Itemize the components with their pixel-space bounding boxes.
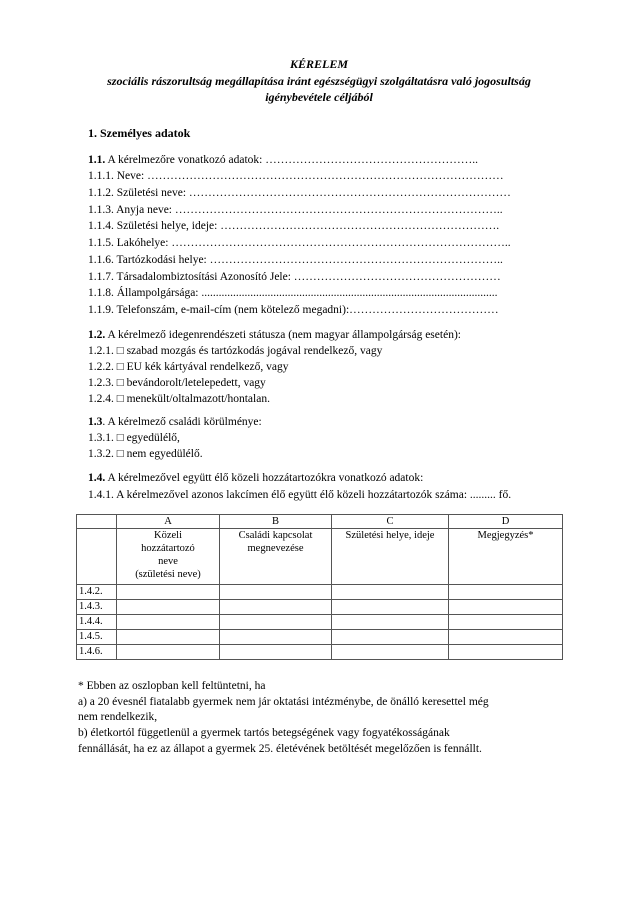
table-letter-row xyxy=(77,515,563,529)
section-1-3-heading xyxy=(88,415,262,429)
section-1-3-number: 1.3 xyxy=(88,416,103,428)
table-cell[interactable] xyxy=(332,615,449,630)
checkbox-option-not-single: 1.3.2. □ nem egyedülélő. xyxy=(88,448,203,460)
table-cell[interactable] xyxy=(332,630,449,645)
table-cell[interactable] xyxy=(220,630,332,645)
section-1-2-text: A kérelmező idegenrendészeti státusza (nem magyar állampolgárság esetén): xyxy=(105,329,461,341)
table-header-row xyxy=(77,529,563,585)
section-1-1-number: 1.1. xyxy=(88,154,106,166)
field-line-contact: 1.1.9. Telefonszám, e-mail-cím (nem kötelező megadni):………………………………… xyxy=(88,304,499,316)
table-letter-cell: A xyxy=(117,515,220,529)
table-cell[interactable] xyxy=(220,615,332,630)
field-line-residence: 1.1.5. Lakóhelye: …………………………………………………………………………….. xyxy=(88,237,511,249)
footnote-a-line1: a) a 20 évesnél fiatalabb gyermek nem jár oktatási intézménybe, de önálló keresettel még xyxy=(78,696,489,708)
field-line-citizenship: 1.1.8. Állampolgársága: ....................................................................................................... xyxy=(88,287,498,299)
field-line-household-count: 1.4.1. A kérelmezővel azonos lakcímen élő együtt élő közeli hozzátartozók száma: ......... fő. xyxy=(88,489,512,501)
table-row-label: 1.4.6. xyxy=(77,645,117,660)
table-cell[interactable] xyxy=(117,630,220,645)
table-row-label: 1.4.3. xyxy=(77,600,117,615)
table-row-label: 1.4.2. xyxy=(77,585,117,600)
field-line-birth-name: 1.1.2. Születési neve: ………………………………………………………………………… xyxy=(88,187,511,199)
footnote-intro: * Ebben az oszlopban kell feltüntetni, ha xyxy=(78,680,266,692)
section-1-3-text: . A kérelmező családi körülménye: xyxy=(102,416,262,428)
relatives-table xyxy=(76,514,563,660)
table-cell[interactable] xyxy=(220,585,332,600)
document-subtitle-line2: igénybevétele céljából xyxy=(265,90,373,104)
checkbox-option-refugee: 1.2.4. □ menekült/oltalmazott/hontalan. xyxy=(88,393,270,405)
table-cell[interactable] xyxy=(117,585,220,600)
section-1-2-heading xyxy=(88,328,461,342)
footnote-b-line1: b) életkortól függetlenül a gyermek tartós betegségének vagy fogyatékosságának xyxy=(78,727,450,739)
table-row-label: 1.4.5. xyxy=(77,630,117,645)
checkbox-option-single: 1.3.1. □ egyedülélő, xyxy=(88,432,180,444)
table-header-cell-relative-name: Közeli hozzátartozó neve (születési neve) xyxy=(117,529,220,585)
document-title: KÉRELEM xyxy=(289,57,349,71)
table-cell[interactable] xyxy=(117,645,220,660)
section-heading-personal-data: 1. Személyes adatok xyxy=(88,126,191,140)
table-row xyxy=(77,585,563,600)
table-cell[interactable] xyxy=(449,585,563,600)
table-cell[interactable] xyxy=(332,645,449,660)
checkbox-option-settled: 1.2.3. □ bevándorolt/letelepedett, vagy xyxy=(88,377,266,389)
table-cell[interactable] xyxy=(117,615,220,630)
table-row xyxy=(77,630,563,645)
document-subtitle-line1: szociális rászorultság megállapítása iránt egészségügyi szolgáltatásra való jogosultság xyxy=(107,74,531,88)
footnote-a-line2: nem rendelkezik, xyxy=(78,711,158,723)
table-header-cell-birth-place-date: Születési helye, ideje xyxy=(332,529,449,585)
table-row xyxy=(77,600,563,615)
field-line-taj: 1.1.7. Társadalombiztosítási Azonosító Jele: ……………………………………………… xyxy=(88,271,501,283)
field-line-name: 1.1.1. Neve: ………………………………………………………………………………… xyxy=(88,170,504,182)
section-1-2-number: 1.2. xyxy=(88,329,106,341)
table-letter-cell: D xyxy=(449,515,563,529)
field-line-birth-place-date: 1.1.4. Születési helye, ideje: ………………………………………………………………. xyxy=(88,220,500,232)
table-cell[interactable] xyxy=(332,585,449,600)
table-cell[interactable] xyxy=(449,615,563,630)
field-line-mother-name: 1.1.3. Anyja neve: ………………………………………………………………………….. xyxy=(88,204,503,216)
section-1-4-text: A kérelmezővel együtt élő közeli hozzátartozókra vonatkozó adatok: xyxy=(105,472,424,484)
checkbox-option-eu-blue-card: 1.2.2. □ EU kék kártyával rendelkező, vagy xyxy=(88,361,289,373)
table-letter-cell xyxy=(77,515,117,529)
table-letter-cell: B xyxy=(220,515,332,529)
table-row-label: 1.4.4. xyxy=(77,615,117,630)
table-cell[interactable] xyxy=(449,600,563,615)
table-header-cell-remark: Megjegyzés* xyxy=(449,529,563,585)
table-cell[interactable] xyxy=(332,600,449,615)
section-1-1-heading xyxy=(88,153,478,167)
table-cell[interactable] xyxy=(117,600,220,615)
table-header-cell-relationship: Családi kapcsolat megnevezése xyxy=(220,529,332,585)
table-letter-cell: C xyxy=(332,515,449,529)
footnote-b-line2: fennállását, ha ez az állapot a gyermek 25. életévének betöltését megelőzően is fennállt. xyxy=(78,743,482,755)
checkbox-option-free-movement: 1.2.1. □ szabad mozgás és tartózkodás jogával rendelkező, vagy xyxy=(88,345,383,357)
table-cell[interactable] xyxy=(220,645,332,660)
section-1-1-text: A kérelmezőre vonatkozó adatok: ……………………………………………….. xyxy=(105,154,478,166)
section-1-4-number: 1.4. xyxy=(88,472,106,484)
table-cell[interactable] xyxy=(449,630,563,645)
table-row xyxy=(77,615,563,630)
table-header-cell xyxy=(77,529,117,585)
table-cell[interactable] xyxy=(220,600,332,615)
section-1-4-heading xyxy=(88,471,423,485)
table-cell[interactable] xyxy=(449,645,563,660)
field-line-stay-address: 1.1.6. Tartózkodási helye: ………………………………………………………………….. xyxy=(88,254,503,266)
table-row xyxy=(77,645,563,660)
